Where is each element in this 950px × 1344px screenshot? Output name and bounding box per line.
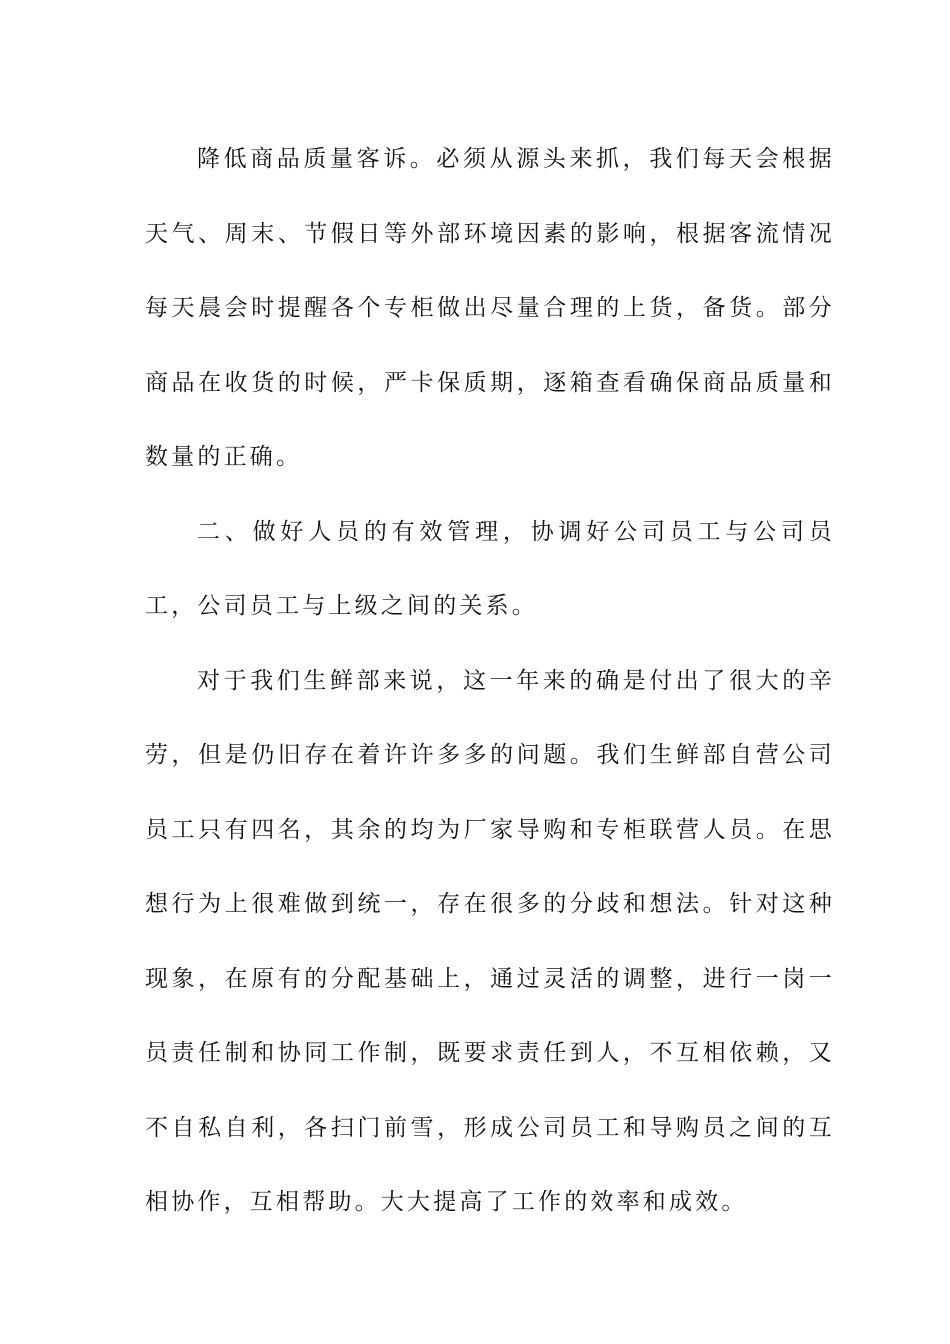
document-body — [145, 122, 835, 1240]
paragraph-quality-complaints: 降低商品质量客诉。必须从源头来抓，我们每天会根据天气、周末、节假日等外部环境因素的影响，根据客流情况每天晨会时提醒各个专柜做出尽量合理的上货，备货。部分商品在收货的时候，严卡保质期，逐箱查看确保商品质量和数量的正确。 — [145, 146, 835, 470]
paragraph-fresh-department: 对于我们生鲜部来说，这一年来的确是付出了很大的辛劳，但是仍旧存在着许许多多的问题。我们生鲜部自营公司员工只有四名，其余的均为厂家导购和专柜联营人员。在思想行为上很难做到统一，存在很多的分歧和想法。针对这种现象，在原有的分配基础上，通过灵活的调整，进行一岗一员责任制和协同工作制，既要求责任到人，不互相依赖，又不自私自利，各扫门前雪，形成公司员工和导购员之间的互相协作，互相帮助。大大提高了工作的效率和成效。 — [145, 667, 835, 1215]
paragraph-staff-management-heading: 二、做好人员的有效管理，协调好公司员工与公司员工，公司员工与上级之间的关系。 — [145, 518, 835, 619]
